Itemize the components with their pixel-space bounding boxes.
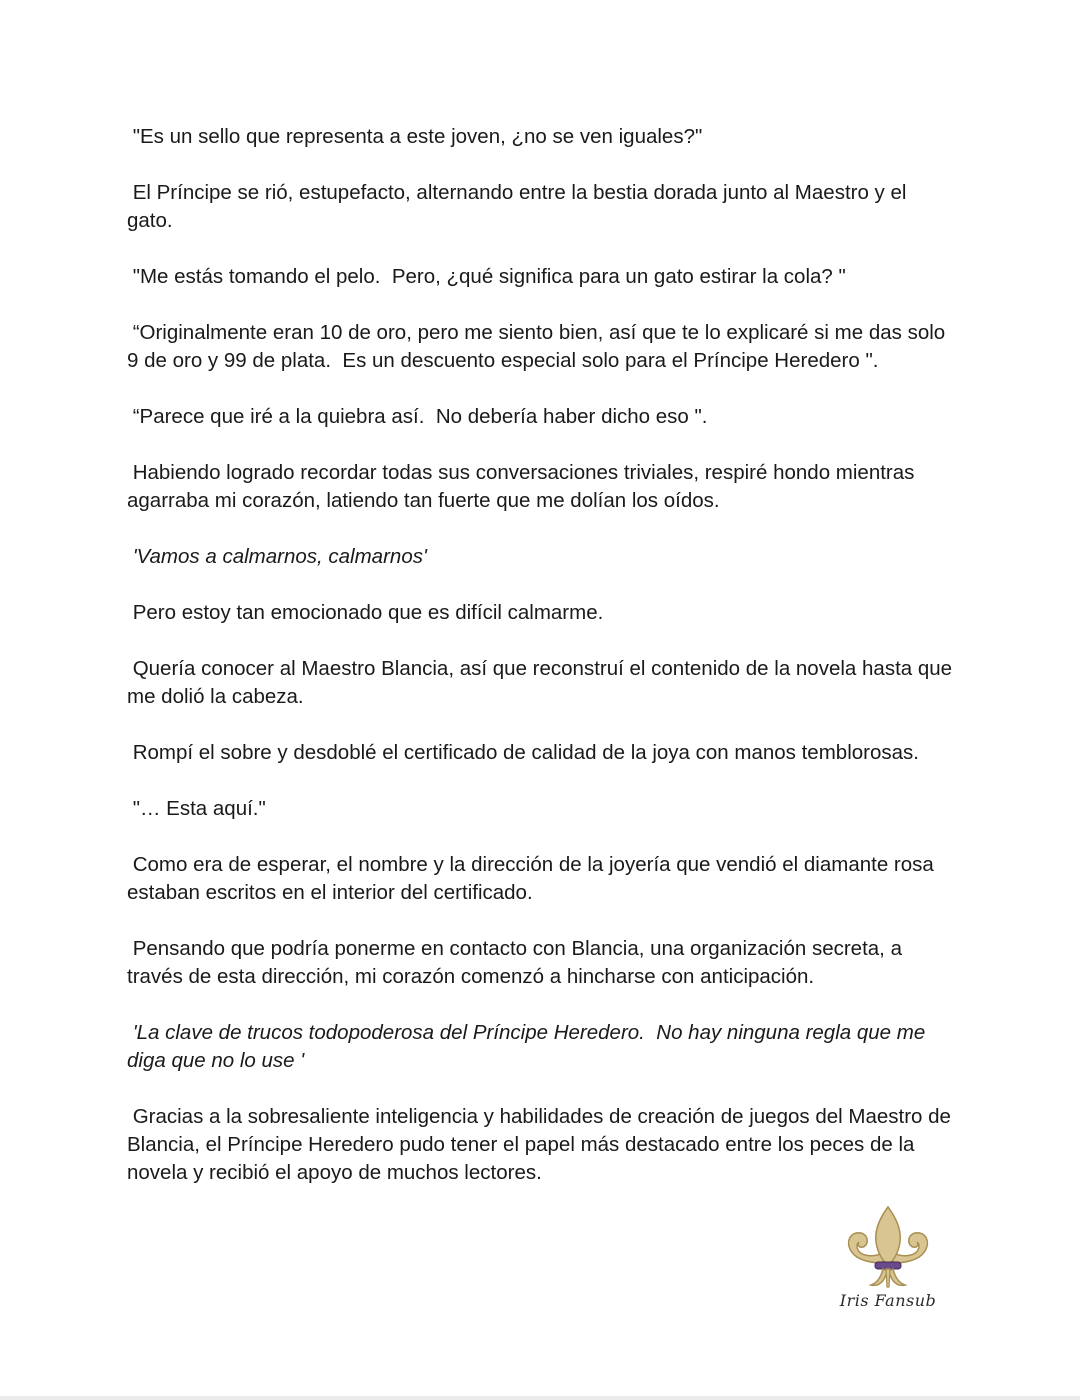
iris-fansub-logo	[838, 1205, 938, 1315]
paragraph: Gracias a la sobresaliente inteligencia y habilidades de creación de juegos del Maestro de Blancia, el Príncipe Heredero pudo tener el papel más destacado entre los peces de la novela y recibió el apoyo de muchos lectores.	[127, 1105, 957, 1184]
fleur-de-lis-icon	[843, 1205, 933, 1295]
paragraph: Habiendo logrado recordar todas sus conversaciones triviales, respiré hondo mientras agarraba mi corazón, latiendo tan fuerte que me dolían los oídos.	[127, 461, 921, 512]
paragraph: "Es un sello que representa a este joven, ¿no se ven iguales?"	[127, 125, 703, 148]
document-body	[127, 123, 957, 1215]
logo-text: Iris Fansub	[839, 1291, 937, 1310]
paragraph: Pero estoy tan emocionado que es difícil calmarme.	[127, 601, 604, 624]
paragraph: Pensando que podría ponerme en contacto con Blancia, una organización secreta, a través de esta dirección, mi corazón comenzó a hincharse con anticipación.	[127, 937, 908, 988]
paragraph: “Parece que iré a la quiebra así. No debería haber dicho eso ".	[127, 405, 708, 428]
paragraph: “Originalmente eran 10 de oro, pero me siento bien, así que te lo explicaré si me das solo 9 de oro y 99 de plata. Es un descuento especial solo para el Príncipe Heredero ".	[127, 321, 951, 372]
page-bottom-edge	[0, 1396, 1080, 1400]
paragraph: Rompí el sobre y desdoblé el certificado de calidad de la joya con manos temblorosas.	[127, 741, 919, 764]
paragraph: "… Esta aquí."	[127, 797, 266, 820]
paragraph: Quería conocer al Maestro Blancia, así que reconstruí el contenido de la novela hasta que me dolió la cabeza.	[127, 657, 958, 708]
paragraph: El Príncipe se rió, estupefacto, alternando entre la bestia dorada junto al Maestro y el gato.	[127, 181, 913, 232]
paragraph: 'La clave de trucos todopoderosa del Príncipe Heredero. No hay ninguna regla que me diga que no lo use '	[127, 1021, 931, 1072]
paragraph: "Me estás tomando el pelo. Pero, ¿qué significa para un gato estirar la cola? "	[127, 265, 846, 288]
paragraph: Como era de esperar, el nombre y la dirección de la joyería que vendió el diamante rosa estaban escritos en el interior del certificado.	[127, 853, 940, 904]
paragraph: 'Vamos a calmarnos, calmarnos'	[127, 545, 427, 568]
